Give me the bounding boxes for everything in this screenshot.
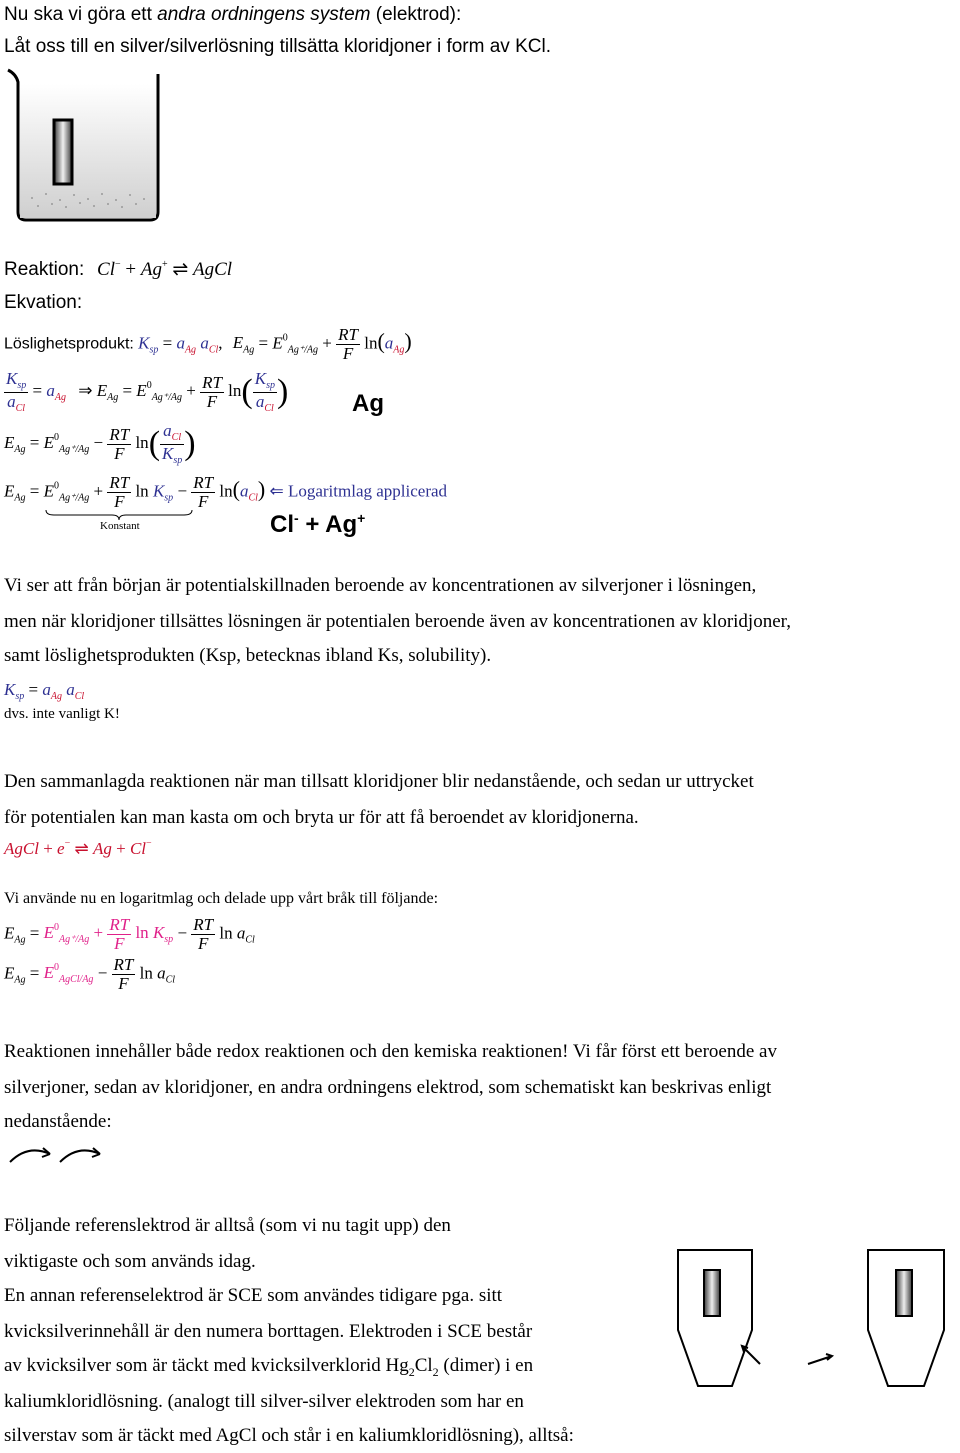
f: F [206,391,218,411]
e0-sup: 0 [282,332,288,344]
eq-sign: = [162,333,173,353]
e-sub: Ag [14,974,26,986]
final-eq-1 [4,916,255,953]
intro-line-1 [4,4,461,26]
e0: E [272,333,283,353]
a: a [157,963,166,983]
solubility-label: Löslighetsprodukt: [4,335,134,353]
cl-minus: - [294,510,299,526]
intro-text-end: (elektrod): [370,4,462,25]
cl: Cl [171,432,182,443]
e0-sup: 0 [53,480,59,492]
rt-over-f [336,326,360,363]
a: a [7,391,16,411]
activity-ag-sub: Ag [184,344,197,356]
para2-line: Den sammanlagda reaktionen när man tillsatt kloridjoner blir nedanstående, och sedan ur uttrycket [4,771,754,792]
k: K [254,369,267,388]
beaker-illustration [2,66,170,226]
paren-open: ( [241,373,253,410]
hg-subscript: 2 [408,1364,415,1379]
cl: Cl [245,934,255,946]
ksp-over-acl [4,370,28,414]
eq: = [29,432,40,452]
paren-open: ( [148,425,161,462]
e0: E [43,963,54,983]
e0-sup: 0 [53,962,59,974]
e-ag: E [232,333,244,353]
cl-charge: − [114,259,121,270]
e: E [4,963,15,983]
activity-ag: a [176,333,185,353]
arrow: ⇌ [74,839,89,858]
sp: sp [15,691,25,702]
logarithm-note: Logaritmlag applicerad [287,481,448,501]
activity-ag-2: a [384,333,394,353]
e: E [4,923,15,943]
paren-open: ( [377,328,385,354]
electron-charge: − [64,838,71,849]
eq-line-3 [4,422,196,466]
e0: E [43,923,54,943]
intro-emphasis: andra ordningens system [157,4,371,25]
e0-sub: Ag⁺/Ag [151,391,182,403]
sp: sp [164,492,174,504]
para4-line: kaliumkloridlösning. (analogt till silver-silver elektroden som har en [4,1391,524,1412]
cl-text: Cl [270,511,294,538]
arrow-left: ⇐ [269,481,284,501]
agcl-reaction [4,838,152,859]
a-ag-sub: Ag [54,391,66,403]
eq: = [29,963,40,983]
e-sub: Ag [14,934,26,946]
k: K [162,443,174,463]
f: F [198,491,209,511]
minus: − [93,432,104,452]
cl-text: Cl [414,1355,433,1376]
f: F [118,973,129,993]
ln: ln [364,333,378,353]
k: K [152,481,165,501]
e0-sub: Ag⁺/Ag [58,934,90,946]
ag-label: Ag [352,390,384,417]
k: K [6,369,18,388]
minus: − [177,481,188,501]
paren-close: ) [404,328,412,354]
rt: RT [338,325,358,344]
intro-text: Nu ska vi göra ett [4,4,158,25]
ln: ln [228,380,242,400]
f: F [114,491,125,511]
paren-close: ) [276,373,289,410]
para1-line: Vi ser att från början är potentialskillnaden beroende av koncentrationen av silverjoner i lösningen, [4,575,757,596]
ag-text: Ag [325,511,358,538]
final-eq-2 [4,956,175,993]
acl-over-ksp [160,422,184,466]
reference-electrode-diagram [668,1246,958,1396]
cl-charge: − [146,838,152,849]
plus-sign: + [322,333,332,353]
rt: RT [109,473,130,492]
f: F [114,443,125,463]
comma: , [218,333,223,353]
ln: ln [135,432,149,452]
eq: = [29,923,40,943]
ln: ln [219,923,233,943]
a: a [236,923,246,943]
hg-text: av kvicksilver som är täckt med kvicksilverklorid Hg [4,1355,409,1376]
rt-over-f [112,956,136,993]
f: F [198,933,209,953]
a-cl: a [66,680,75,699]
sp: sp [17,380,27,391]
minus: − [177,923,188,943]
equilibrium-arrow: ⇌ [172,259,189,280]
rt-over-f [107,426,131,463]
dimer-text: (dimer) i en [438,1355,534,1376]
cl-ag-label [270,510,365,539]
ksp-sub: sp [149,344,159,356]
eq2: = [122,380,133,400]
ksp-over-acl-2 [253,370,277,414]
plus-2: + [116,839,126,858]
e-sub: Ag [14,443,26,455]
plus: + [186,380,196,400]
cl-subscript: 2 [432,1364,439,1379]
activity-ag-2-sub: Ag [393,344,405,356]
paren-close: ) [184,425,196,462]
e0-sup: 0 [53,922,59,934]
paren-open: ( [232,476,240,502]
e0-sub: Ag⁺/Ag [58,492,90,504]
plus-text: + [305,511,320,538]
f: F [114,933,125,953]
k: K [152,923,165,943]
rt-over-f-2 [191,916,215,953]
e-ag-sub: Ag [243,344,255,356]
log-intro: Vi använde nu en logaritmlag och delade upp vårt bråk till följande: [4,890,439,907]
reaction-product: AgCl [193,259,233,280]
rt: RT [109,915,130,934]
ag-plus: + [357,510,366,526]
paren-close: ) [257,476,266,502]
f: F [342,343,354,363]
konstant-label: Konstant [100,520,140,532]
solubility-line [4,326,412,363]
ln: ln [219,481,233,501]
ln: ln [139,963,153,983]
ln: ln [135,923,149,943]
ag: Ag [92,839,112,858]
rt-over-f [107,916,131,953]
curved-arrows-icon [4,1140,114,1170]
sp: sp [164,934,174,946]
eq: = [29,481,40,501]
para3-line: Reaktionen innehåller både redox reaktionen och den kemiska reaktionen! Vi får först ett beroende av [4,1041,777,1062]
e0-sup: 0 [53,431,59,443]
para3-line: silverjoner, sedan av kloridjoner, en andra ordningens elektrod, som schematiskt kan beskrivas enligt [4,1077,772,1098]
para4-line: Följande referenslektrod är alltså (som vi nu tagit upp) den [4,1215,451,1236]
dvs-note: dvs. inte vanligt K! [4,706,120,722]
rt: RT [193,473,214,492]
para1-line: men när kloridjoner tillsättes lösningen är potentialen beroende även av koncentrationen av kloridjoner, [4,611,791,632]
activity-cl-sub: Cl [208,344,219,356]
ln: ln [135,481,149,501]
cl: Cl [165,974,176,986]
agcl: AgCl [4,839,39,858]
activity-cl: a [200,333,209,353]
cl: Cl [129,839,147,858]
plus: + [43,839,53,858]
rt: RT [109,424,130,444]
a: a [163,421,172,440]
e: E [4,432,15,452]
sp: sp [173,454,183,466]
ag-charge: + [161,259,168,270]
a-ag: a [46,380,55,400]
e: E [4,481,15,501]
a: a [239,481,249,501]
reaction-cl: Cl [97,259,115,280]
reaction-line [4,258,232,281]
electron: e [57,839,65,858]
minus: − [97,963,108,983]
eq: = [32,380,43,400]
eq: = [28,680,39,699]
para4-line: silverstav som är täckt med AgCl och står i en kaliumkloridlösning), alltså: [4,1425,574,1446]
rt: RT [202,372,222,392]
rt-over-f [107,474,131,511]
cl: Cl [15,402,26,414]
para4-line: viktigaste och som används idag. [4,1251,256,1272]
ksp-symbol: K [138,333,150,353]
implies-arrow: ⇒ [78,380,93,400]
e0: E [43,432,54,452]
e0: E [136,380,147,400]
plus: + [93,923,104,943]
reaction-plus: + [125,259,137,280]
e0-sub: Ag⁺/Ag [58,443,90,455]
para4-line: kvicksilverinnehåll är den numera borttagen. Elektroden i SCE består [4,1321,533,1342]
eq-line-4 [4,474,447,511]
ag: Ag [50,691,62,702]
eq-sign-2: = [258,333,269,353]
para4-line: En annan referenselektrod är SCE som användes tidigare pga. sitt [4,1285,503,1306]
cl: Cl [264,402,274,414]
rt-over-f [200,374,224,411]
e0-sup: 0 [146,379,152,391]
ksp-definition [4,680,84,702]
sp: sp [266,380,275,391]
e0-sub: AgCl/Ag [58,974,94,986]
para3-line: nedanstående: [4,1111,112,1132]
reaction-label: Reaktion: [4,259,85,280]
rt-over-f-2 [191,474,215,511]
intro-line-2: Låt oss till en silver/silverlösning tillsätta kloridjoner i form av KCl. [4,36,551,57]
k: K [4,680,16,699]
e0-sub: Ag⁺/Ag [287,344,319,356]
para1-line: samt löslighetsprodukten (Ksp, betecknas ibland Ks, solubility). [4,645,492,666]
reaction-ag: Ag [140,259,162,280]
plus: + [93,481,104,501]
cl: Cl [248,492,258,504]
e: E [96,380,108,400]
eq-line-2 [4,370,288,414]
cl: Cl [74,691,85,702]
a-ag: a [42,680,51,699]
rt: RT [113,955,134,974]
rt: RT [193,915,214,934]
equation-label: Ekvation: [4,292,83,313]
a: a [255,391,265,411]
para2-line: för potentialen kan man kasta om och bryta ur för att få beroendet av kloridjonerna. [4,807,639,828]
e-sub: Ag [107,391,119,403]
e-sub: Ag [14,492,26,504]
e0: E [43,481,54,501]
